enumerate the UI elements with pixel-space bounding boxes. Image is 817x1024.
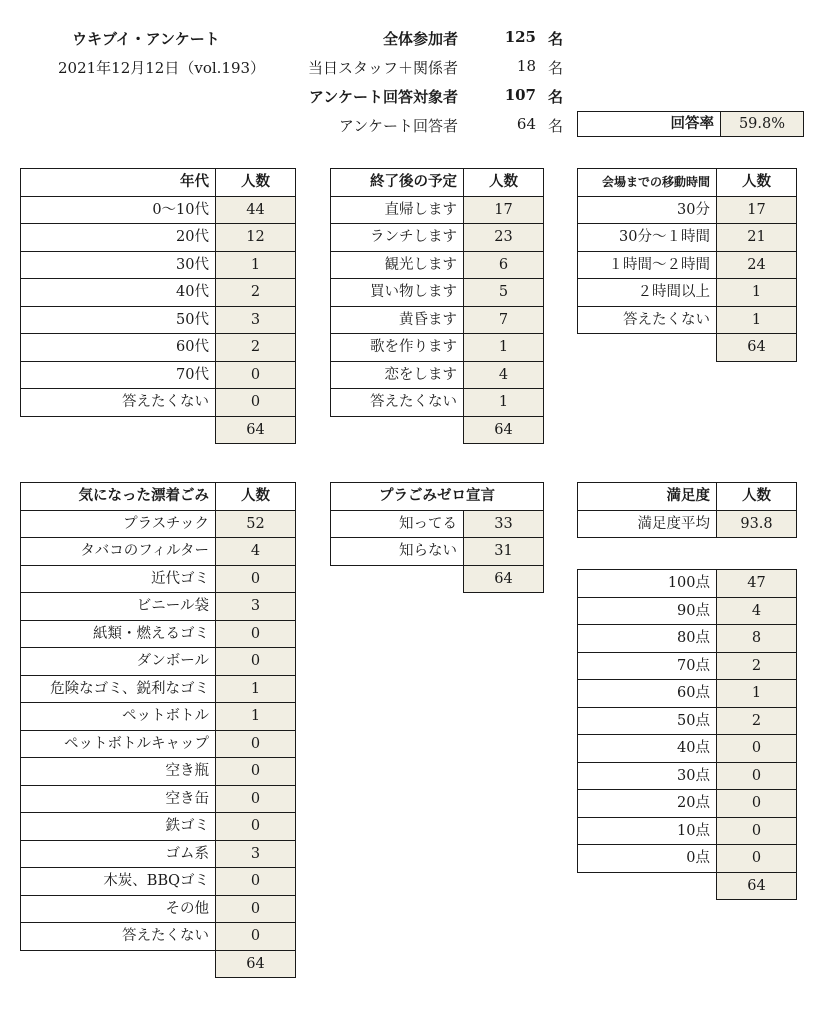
table-row — [21, 703, 296, 731]
table-row — [21, 730, 296, 758]
row-label: 80点 — [578, 625, 717, 653]
row-value: 0 — [717, 762, 797, 790]
row-value: 0 — [216, 923, 296, 951]
row-value: 1 — [717, 306, 797, 334]
row-label: ダンボール — [21, 648, 216, 676]
total-spacer — [331, 565, 464, 593]
table-row — [578, 817, 797, 845]
table-row — [21, 196, 296, 224]
row-label: 100点 — [578, 570, 717, 598]
age-table — [20, 168, 296, 444]
stat-unit: 名 — [548, 59, 564, 77]
table-row — [21, 538, 296, 566]
table-row — [578, 790, 797, 818]
table-row — [331, 361, 544, 389]
table-row — [578, 196, 797, 224]
table-row — [578, 652, 797, 680]
row-value: 4 — [464, 361, 544, 389]
row-value: 0 — [216, 730, 296, 758]
stat-label: アンケート回答者 — [338, 117, 458, 135]
row-value: 0 — [216, 813, 296, 841]
row-label: その他 — [21, 895, 216, 923]
total-row — [578, 872, 797, 900]
row-value: 0 — [216, 389, 296, 417]
row-label: 危険なゴミ、鋭利なゴミ — [21, 675, 216, 703]
total-value: 64 — [464, 416, 544, 444]
survey-date: 2021年12月12日（vol.193） — [58, 59, 266, 77]
row-label: 木炭、BBQゴミ — [21, 868, 216, 896]
table-row — [331, 389, 544, 417]
table-row — [21, 389, 296, 417]
row-value: 0 — [216, 758, 296, 786]
stat-label: 当日スタッフ＋関係者 — [307, 59, 458, 77]
table-row — [578, 735, 797, 763]
row-label: 10点 — [578, 817, 717, 845]
total-spacer — [331, 416, 464, 444]
row-label: 40点 — [578, 735, 717, 763]
table-row — [21, 813, 296, 841]
row-label: 答えたくない — [578, 306, 717, 334]
row-value: 12 — [216, 224, 296, 252]
row-value: 31 — [464, 538, 544, 566]
table-row — [578, 597, 797, 625]
row-value: 0 — [216, 648, 296, 676]
column-header: 会場までの移動時間 — [578, 169, 717, 197]
table-row — [21, 251, 296, 279]
row-label: 鉄ゴミ — [21, 813, 216, 841]
row-label: 0点 — [578, 845, 717, 873]
table-row — [21, 306, 296, 334]
row-label: 30分 — [578, 196, 717, 224]
table-row — [21, 785, 296, 813]
total-spacer — [578, 872, 717, 900]
row-value: 5 — [464, 279, 544, 307]
survey-title: ウキブイ・アンケート — [72, 30, 220, 48]
table-row — [21, 510, 296, 538]
row-value: 1 — [216, 703, 296, 731]
stat-value: 125 — [504, 28, 536, 46]
stat-value: 107 — [504, 86, 536, 104]
row-value: 4 — [717, 597, 797, 625]
row-label: 直帰します — [331, 196, 464, 224]
row-value: 2 — [717, 707, 797, 735]
table-row — [21, 279, 296, 307]
table-row — [578, 762, 797, 790]
row-label: 40代 — [21, 279, 216, 307]
table-row — [21, 758, 296, 786]
row-value: 1 — [717, 279, 797, 307]
row-label: 90点 — [578, 597, 717, 625]
row-value: 1 — [464, 389, 544, 417]
row-value: 3 — [216, 306, 296, 334]
row-label: 20点 — [578, 790, 717, 818]
row-label: ２時間以上 — [578, 279, 717, 307]
row-label: 答えたくない — [21, 389, 216, 417]
row-label: ゴム系 — [21, 840, 216, 868]
column-header: 人数 — [464, 169, 544, 197]
table-row — [331, 251, 544, 279]
column-header: 気になった漂着ごみ — [21, 483, 216, 511]
plans-table — [330, 168, 544, 444]
row-label: 30点 — [578, 762, 717, 790]
row-value: 0 — [717, 817, 797, 845]
table-row — [331, 196, 544, 224]
table-row — [578, 306, 797, 334]
row-value: 6 — [464, 251, 544, 279]
header-row — [578, 169, 797, 197]
row-value: 1 — [717, 680, 797, 708]
row-label: 近代ゴミ — [21, 565, 216, 593]
total-spacer — [21, 416, 216, 444]
header-row — [331, 483, 544, 511]
table-row — [331, 306, 544, 334]
row-label: 60代 — [21, 334, 216, 362]
travel-time-table — [577, 168, 797, 362]
row-label: 70代 — [21, 361, 216, 389]
table-row — [331, 334, 544, 362]
row-value: 0 — [216, 361, 296, 389]
row-value: 7 — [464, 306, 544, 334]
column-header: 人数 — [216, 169, 296, 197]
table-row — [21, 565, 296, 593]
row-value: 0 — [216, 785, 296, 813]
row-value: 0 — [717, 790, 797, 818]
row-value: 17 — [717, 196, 797, 224]
total-row — [331, 565, 544, 593]
row-value: 2 — [216, 334, 296, 362]
row-label: 0〜10代 — [21, 196, 216, 224]
table-row — [21, 895, 296, 923]
row-value: 93.8 — [717, 510, 797, 538]
row-value: 17 — [464, 196, 544, 224]
stat-unit: 名 — [548, 88, 564, 106]
litter-table — [20, 482, 296, 978]
header-row — [21, 169, 296, 197]
row-label: 買い物します — [331, 279, 464, 307]
table-row — [578, 570, 797, 598]
row-label: 答えたくない — [331, 389, 464, 417]
table-row — [21, 593, 296, 621]
table-row — [578, 845, 797, 873]
column-header: プラごみゼロ宣言 — [331, 483, 544, 511]
row-value: 1 — [216, 251, 296, 279]
plastic-zero-table — [330, 482, 544, 593]
score-distribution-table — [577, 569, 797, 900]
header-row — [578, 483, 797, 511]
table-row — [331, 538, 544, 566]
row-value: 33 — [464, 510, 544, 538]
table-row — [578, 251, 797, 279]
column-header: 終了後の予定 — [331, 169, 464, 197]
table-row — [331, 224, 544, 252]
table-row — [21, 334, 296, 362]
row-value: 2 — [717, 652, 797, 680]
total-row — [21, 416, 296, 444]
row-label: 黄昏ます — [331, 306, 464, 334]
row-value: 21 — [717, 224, 797, 252]
total-value: 64 — [717, 334, 797, 362]
row-label: 空き缶 — [21, 785, 216, 813]
table-row — [331, 510, 544, 538]
response-rate-box — [577, 111, 804, 137]
table-row — [578, 224, 797, 252]
row-label: 知ってる — [331, 510, 464, 538]
row-label: 30代 — [21, 251, 216, 279]
row-label: 60点 — [578, 680, 717, 708]
row-label: 恋をします — [331, 361, 464, 389]
row-label: 50代 — [21, 306, 216, 334]
column-header: 人数 — [717, 169, 797, 197]
row-value: 23 — [464, 224, 544, 252]
total-spacer — [578, 334, 717, 362]
row-label: 20代 — [21, 224, 216, 252]
row-value: 8 — [717, 625, 797, 653]
row-label: プラスチック — [21, 510, 216, 538]
total-spacer — [21, 950, 216, 978]
total-value: 64 — [464, 565, 544, 593]
total-value: 64 — [216, 950, 296, 978]
header-row — [331, 169, 544, 197]
row-label: ランチします — [331, 224, 464, 252]
total-row — [578, 334, 797, 362]
table-row — [21, 620, 296, 648]
column-header: 人数 — [717, 483, 797, 511]
row-value: 0 — [216, 868, 296, 896]
response-rate-label: 回答率 — [578, 112, 721, 136]
response-rate-value: 59.8% — [721, 112, 803, 136]
row-value: 2 — [216, 279, 296, 307]
row-value: 0 — [216, 565, 296, 593]
row-value: 1 — [464, 334, 544, 362]
column-header: 人数 — [216, 483, 296, 511]
row-label: ペットボトル — [21, 703, 216, 731]
table-row — [21, 361, 296, 389]
row-value: 47 — [717, 570, 797, 598]
row-label: 満足度平均 — [578, 510, 717, 538]
table-row — [21, 648, 296, 676]
stat-value: 64 — [516, 115, 536, 133]
row-label: 空き瓶 — [21, 758, 216, 786]
row-value: 0 — [216, 620, 296, 648]
row-label: 50点 — [578, 707, 717, 735]
table-row — [578, 279, 797, 307]
row-value: 52 — [216, 510, 296, 538]
row-value: 44 — [216, 196, 296, 224]
row-label: ビニール袋 — [21, 593, 216, 621]
row-label: 歌を作ります — [331, 334, 464, 362]
table-row — [21, 868, 296, 896]
row-label: 30分〜１時間 — [578, 224, 717, 252]
stat-value: 18 — [516, 57, 536, 75]
row-label: １時間〜２時間 — [578, 251, 717, 279]
column-header: 満足度 — [578, 483, 717, 511]
table-row — [21, 923, 296, 951]
row-value: 0 — [717, 845, 797, 873]
row-label: ペットボトルキャップ — [21, 730, 216, 758]
table-row — [578, 707, 797, 735]
row-value: 3 — [216, 840, 296, 868]
row-value: 0 — [717, 735, 797, 763]
table-row — [578, 625, 797, 653]
row-value: 4 — [216, 538, 296, 566]
stat-unit: 名 — [548, 117, 564, 135]
table-row — [21, 675, 296, 703]
table-row — [21, 224, 296, 252]
row-label: 紙類・燃えるゴミ — [21, 620, 216, 648]
row-label: 観光します — [331, 251, 464, 279]
row-label: 答えたくない — [21, 923, 216, 951]
row-label: 70点 — [578, 652, 717, 680]
table-row — [578, 510, 797, 538]
satisfaction-table — [577, 482, 797, 538]
row-value: 0 — [216, 895, 296, 923]
total-row — [331, 416, 544, 444]
row-label: 知らない — [331, 538, 464, 566]
table-row — [578, 680, 797, 708]
column-header: 年代 — [21, 169, 216, 197]
table-row — [21, 840, 296, 868]
total-value: 64 — [216, 416, 296, 444]
row-label: タバコのフィルター — [21, 538, 216, 566]
stat-unit: 名 — [548, 30, 564, 48]
header-row — [21, 483, 296, 511]
row-value: 1 — [216, 675, 296, 703]
row-value: 24 — [717, 251, 797, 279]
stat-label: 全体参加者 — [382, 30, 458, 48]
total-row — [21, 950, 296, 978]
table-row — [331, 279, 544, 307]
total-value: 64 — [717, 872, 797, 900]
stat-label: アンケート回答対象者 — [308, 88, 458, 106]
row-value: 3 — [216, 593, 296, 621]
